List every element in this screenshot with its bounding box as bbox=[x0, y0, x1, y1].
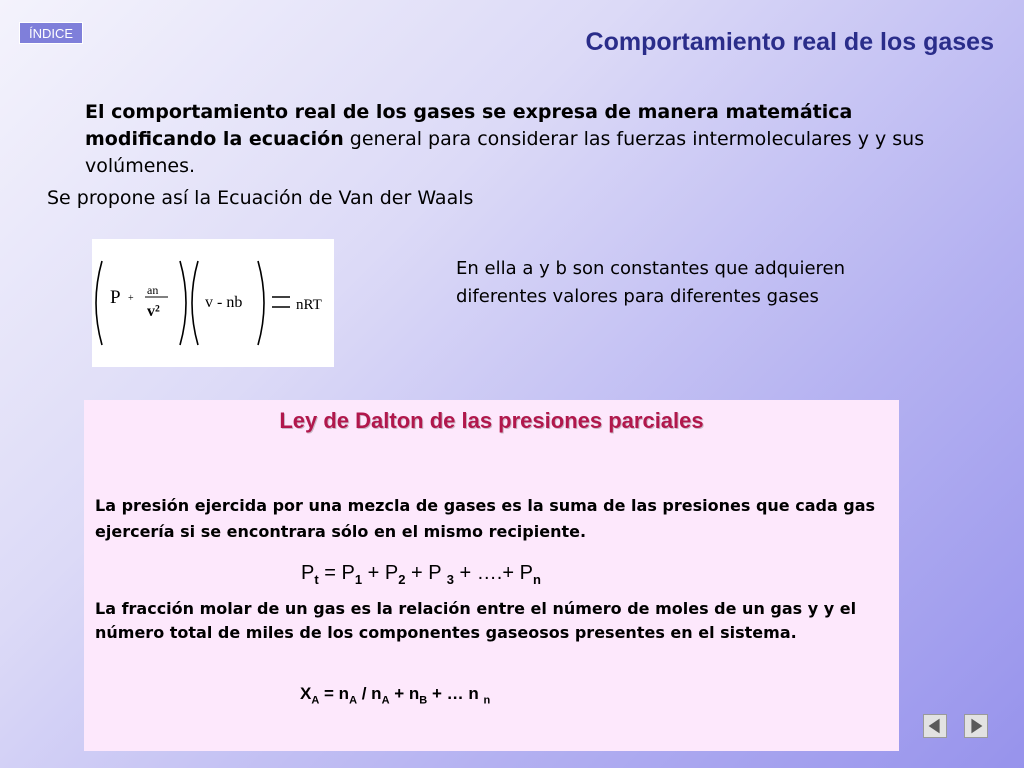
f2-sub-na2: A bbox=[381, 694, 390, 707]
van-der-waals-intro: Se propone así la Ecuación de Van der Waals bbox=[47, 187, 474, 209]
intro-paragraph bbox=[85, 99, 945, 180]
eq-nrt: nRT bbox=[296, 297, 322, 313]
right-paren-2 bbox=[258, 261, 264, 345]
f1-p3: + P bbox=[405, 562, 447, 584]
f2-eq: = n bbox=[319, 684, 350, 703]
intro-normal-text: general para considerar las fuerzas intermoleculares y y sus volúmenes. bbox=[85, 128, 925, 177]
dalton-paragraph-2: La fracción molar de un gas es la relación entre el número de moles de un gas y y el número total de miles de los componentes gaseosos presentes en el sistema. bbox=[95, 599, 857, 642]
eq-plus: + bbox=[128, 293, 134, 304]
next-slide-button[interactable] bbox=[964, 714, 988, 738]
equation-image bbox=[92, 239, 334, 367]
dalton-law-panel bbox=[84, 400, 899, 751]
partial-pressure-formula bbox=[301, 562, 541, 587]
f2-sub-nb: B bbox=[419, 694, 428, 707]
left-paren-2 bbox=[192, 261, 198, 345]
index-label: ÍNDICE bbox=[28, 25, 74, 41]
previous-slide-button[interactable] bbox=[923, 714, 947, 738]
f2-sub-a: A bbox=[311, 694, 320, 707]
index-button[interactable] bbox=[19, 22, 83, 44]
f1-tail: + ….+ P bbox=[454, 562, 533, 584]
f1-sub-1: 1 bbox=[354, 572, 363, 587]
f1-sub-3: 3 bbox=[446, 572, 454, 587]
arrow-left-icon bbox=[924, 715, 946, 737]
eq-v2: v² bbox=[147, 303, 160, 320]
intro-bold-text: El comportamiento real de los gases se expresa de manera matemática modificando la ecuación bbox=[85, 101, 853, 150]
eq-p: P bbox=[110, 287, 121, 308]
left-paren-1 bbox=[96, 261, 102, 345]
f1-p: P bbox=[301, 562, 315, 584]
f1-sub-n: n bbox=[532, 572, 541, 587]
mole-fraction-formula bbox=[300, 684, 490, 706]
dalton-title: Ley de Dalton de las presiones parciales bbox=[279, 408, 704, 433]
van-der-waals-equation bbox=[92, 239, 334, 367]
right-paren-1 bbox=[180, 261, 186, 345]
f2-tail: + … n bbox=[427, 684, 484, 703]
f2-plus: + n bbox=[389, 684, 420, 703]
f1-sub-t: t bbox=[314, 572, 319, 587]
page-title: Comportamiento real de los gases bbox=[585, 28, 994, 56]
f2-x: X bbox=[300, 684, 312, 703]
dalton-paragraph-1: La presión ejercida por una mezcla de gases es la suma de las presiones que cada gas ejercería si se encontrara sólo en el mismo recipiente. bbox=[95, 496, 876, 541]
f1-eq: = P bbox=[318, 562, 355, 584]
arrow-right-icon bbox=[965, 715, 987, 737]
f1-p2: + P bbox=[362, 562, 399, 584]
f2-div: / n bbox=[357, 684, 382, 703]
eq-an: an bbox=[147, 283, 159, 297]
f2-sub-nn: n bbox=[483, 694, 491, 707]
f2-sub-na: A bbox=[349, 694, 358, 707]
constants-description: En ella a y b son constantes que adquieren diferentes valores para diferentes gases bbox=[456, 258, 846, 307]
eq-v-minus-nb: v - nb bbox=[205, 294, 243, 311]
f1-sub-2: 2 bbox=[398, 572, 406, 587]
